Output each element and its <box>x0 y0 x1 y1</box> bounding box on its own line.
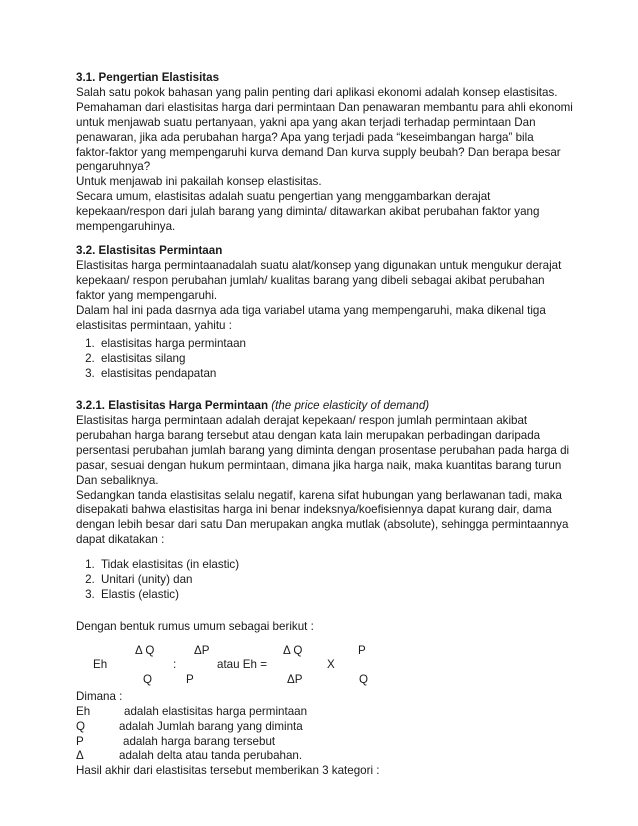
list-item: 2. Unitari (unity) dan <box>98 573 576 588</box>
definition-symbol: P <box>76 734 84 748</box>
formula-delta-q-2: Δ Q <box>283 643 303 657</box>
formula-delta-p-2: ΔP <box>287 672 303 686</box>
definition-text: adalah elastisitas harga permintaan <box>124 704 308 718</box>
paragraph-line: Elastisitas harga permintaan adalah derajat kepekaan/ respon jumlah permintaan akibat <box>76 414 528 428</box>
list-item: 1. Tidak elastisitas (in elastic) <box>98 558 576 573</box>
dimana-label: Dimana : <box>76 689 123 703</box>
paragraph-line: persentasi perubahan jumlah barang yang diminta dengan prosentase perubahan pada harga di <box>76 443 570 457</box>
definition-row <box>76 735 576 750</box>
elasticity-types-list <box>76 337 576 382</box>
paragraph-line: dapat dikatakan : <box>76 533 165 547</box>
paragraph-line: Elastisitas harga permintaanadalah suatu alat/konsep yang digunakan untuk mengukur derajat <box>76 258 562 272</box>
paragraph-line: faktor-faktor yang mempengaruhi kurva demand Dan kurva supply beubah? Dan berapa besar <box>76 145 561 159</box>
section-3-1-heading: 3.1. Pengertian Elastisitas <box>76 71 220 84</box>
formula-multiply: X <box>327 657 335 671</box>
section-3-2-heading: 3.2. Elastisitas Permintaan <box>76 243 223 257</box>
paragraph-line: pengaruhnya? <box>76 160 151 174</box>
definition-text: adalah harga barang tersebut <box>123 734 276 748</box>
formula-delta-q: Δ Q <box>135 643 155 657</box>
document-page <box>76 71 576 779</box>
section-3-1-body <box>76 86 576 235</box>
paragraph-line: Pemahaman dari elastisitas harga dari permintaan Dan penawaran membantu para ahli ekonomi <box>76 100 573 114</box>
paragraph-line: Dan sebaliknya. <box>76 473 159 487</box>
paragraph-line: Sedangkan tanda elastisitas selalu negatif, karena sifat hubungan yang berlawanan tadi, maka <box>76 488 562 502</box>
definition-row <box>76 720 576 735</box>
section-3-2-1-title: 3.2.1. Elastisitas Harga Permintaan <box>76 399 269 413</box>
paragraph-line: untuk menjawab suatu pertanyaan, yakni apa yang akan terjadi terhadap permintaan Dan <box>76 115 536 129</box>
definition-row <box>76 705 576 720</box>
paragraph-line: perubahan harga barang tersebut atau dengan kata lain merupakan perbadingan daripada <box>76 428 541 442</box>
formula-p-denominator: P <box>186 672 194 686</box>
paragraph-line: Salah satu pokok bahasan yang palin penting dari aplikasi ekonomi adalah konsep elastisitas. <box>76 85 558 99</box>
formula-delta-p: ΔP <box>194 643 210 657</box>
list-item: 2. elastisitas silang <box>98 352 576 367</box>
list-item: 1. elastisitas harga permintaan <box>98 337 576 352</box>
section-3-2-1-body <box>76 414 576 548</box>
definition-symbol: Q <box>76 719 86 733</box>
paragraph-line: Secara umum, elastisitas adalah suatu pengertian yang menggambarkan derajat <box>76 190 491 204</box>
formula-eh: Eh <box>93 657 108 671</box>
closing-line: Hasil akhir dari elastisitas tersebut memberikan 3 kategori : <box>76 764 380 778</box>
formula-atau: atau Eh = <box>217 657 267 671</box>
elasticity-formula <box>76 644 576 690</box>
paragraph-line: kepekaan/ respon perubahan jumlah/ kualitas barang yang dibeli sebagai akibat perubahan <box>76 273 545 287</box>
definition-symbol: Δ <box>76 749 84 763</box>
definition-row <box>76 749 576 764</box>
paragraph-line: elastisitas permintaan, yahitu : <box>76 318 232 332</box>
elasticity-categories-list <box>76 558 576 603</box>
section-3-2-1-subtitle: (the price elasticity of demand) <box>271 399 430 413</box>
paragraph-line: kepekaan/respon dari julah barang yang diminta/ ditawarkan akibat perubahan faktor yang <box>76 205 540 219</box>
formula-intro: Dengan bentuk rumus umum sebagai berikut : <box>76 619 314 633</box>
paragraph-line: Dalam hal ini pada dasrnya ada tiga variabel utama yang mempengaruhi, maka dikenal tiga <box>76 303 546 317</box>
list-item: 3. elastisitas pendapatan <box>98 367 576 382</box>
definition-text: adalah Jumlah barang yang diminta <box>119 719 303 733</box>
section-3-2-1-heading <box>76 399 576 414</box>
paragraph-line: penawaran, jika ada perubahan harga? Apa yang terjadi pada “keseimbangan harga” bila <box>76 130 534 144</box>
definition-symbol: Eh <box>76 704 91 718</box>
formula-colon: : <box>173 657 177 671</box>
formula-q: Q <box>143 672 153 686</box>
paragraph-line: disepakati bahwa elastisitas harga ini benar indeksnya/koefisiennya dapat kurang dair, dama <box>76 503 552 517</box>
formula-q-denominator: Q <box>359 672 369 686</box>
definitions-list <box>76 705 576 765</box>
formula-p: P <box>358 643 366 657</box>
section-3-2-body <box>76 259 576 334</box>
paragraph-line: faktor yang mempengaruhi. <box>76 288 218 302</box>
paragraph-line: pasar, sesuai dengan hukum permintaan, dimana jika harga naik, maka kuantitas barang turun <box>76 458 562 472</box>
paragraph-line: mempengaruhinya. <box>76 220 176 234</box>
list-item: 3. Elastis (elastic) <box>98 588 576 603</box>
paragraph-line: Untuk menjawab ini pakailah konsep elastisitas. <box>76 175 322 189</box>
paragraph-line: dengan lebih besar dari satu Dan merupakan angka mutlak (absolute), sehingga permintaannya <box>76 518 569 532</box>
definition-text: adalah delta atau tanda perubahan. <box>119 749 303 763</box>
